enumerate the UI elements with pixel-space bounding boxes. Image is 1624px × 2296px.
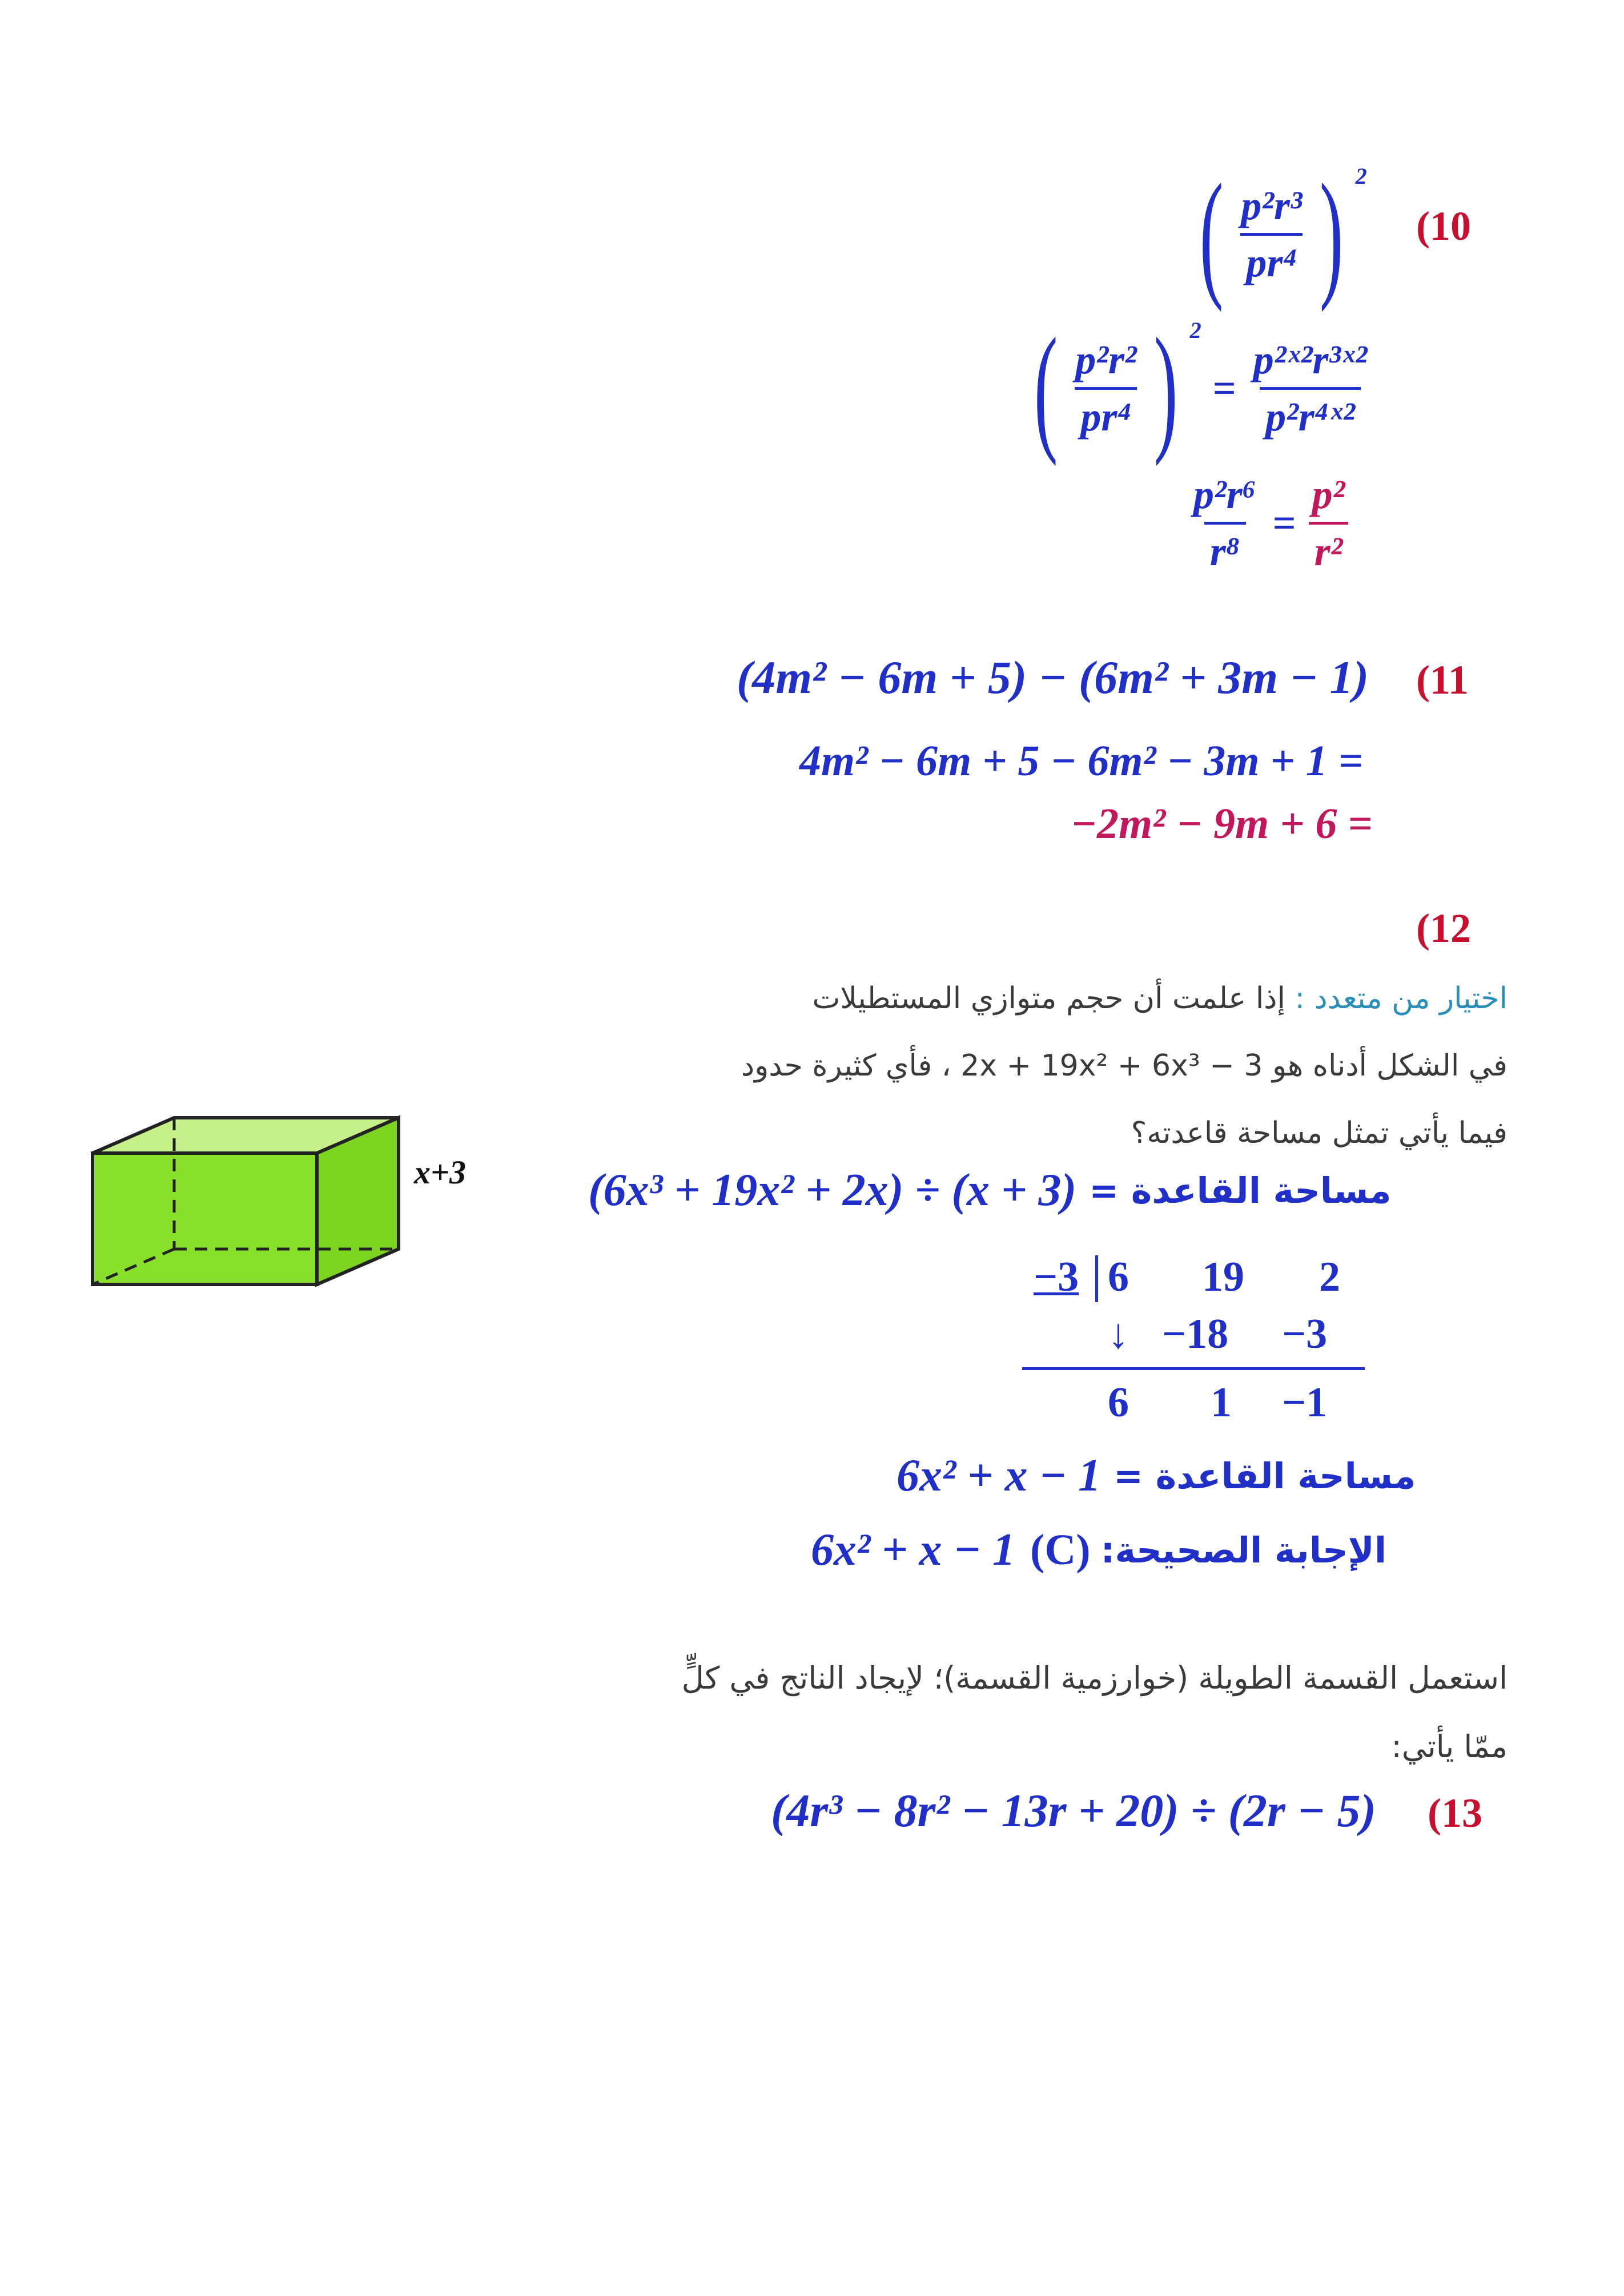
base-area-equation — [588, 1165, 1392, 1217]
synthetic-cell: −1 — [1282, 1379, 1328, 1426]
numerator: p²r² — [1075, 336, 1137, 382]
result-label: مساحة القاعدة = — [1114, 1455, 1416, 1497]
exponent: 2 — [1355, 163, 1367, 189]
equals-sign: = — [1212, 365, 1236, 411]
fraction — [1248, 336, 1373, 441]
synthetic-cell: ↓ — [1108, 1311, 1129, 1358]
close-paren: ) — [1320, 155, 1344, 313]
problem-11-step-1: 4m² − 6m + 5 − 6m² − 3m + 1 = — [799, 737, 1364, 785]
numerator: p²r⁶ — [1193, 472, 1257, 517]
problem-10-step-2 — [1188, 471, 1350, 575]
problem-12-line-3: فيما يأتي تمثل مساحة قاعدته؟ — [1131, 1116, 1508, 1150]
instructions-line-1: استعمل القسمة الطويلة (خوارزمية القسمة)؛ لإيجاد الناتج في كلٍّ — [681, 1660, 1508, 1696]
prism-front-face — [93, 1153, 317, 1284]
denominator: p²r⁴ˣ² — [1260, 387, 1361, 441]
problem-12-line-2: في الشكل أدناه هو 3 − 2x + 19x² + 6x³ ، فأي كثيرة حدود — [741, 1049, 1508, 1083]
problem-11-number: (11 — [1416, 657, 1469, 703]
problem-11-question: (4m² − 6m + 5) − (6m² + 3m − 1) — [737, 651, 1369, 703]
denominator: r² — [1309, 522, 1349, 575]
result-expression: 6x² + x − 1 — [897, 1451, 1102, 1501]
instructions-line-2: ممّا يأتي: — [1391, 1729, 1508, 1765]
close-paren: ) — [1154, 309, 1178, 467]
synthetic-line — [1022, 1367, 1365, 1370]
problem-12-text — [628, 965, 1508, 1167]
answer-expression: 6x² + x − 1 — [811, 1525, 1016, 1575]
synthetic-cell: 2 — [1319, 1254, 1340, 1300]
fraction — [1235, 182, 1308, 287]
correct-answer — [811, 1524, 1386, 1576]
rectangular-prism-figure — [86, 1113, 405, 1290]
base-area-result — [897, 1450, 1416, 1502]
denominator: r⁸ — [1204, 522, 1246, 575]
answer-choice: (C) — [1030, 1526, 1091, 1574]
open-paren: ( — [1034, 309, 1058, 467]
instructions — [605, 1644, 1508, 1781]
problem-13-number: (13 — [1428, 1790, 1482, 1836]
problem-10-question — [1188, 155, 1367, 313]
exponent: 2 — [1189, 317, 1201, 343]
synthetic-cell: 6 — [1108, 1379, 1129, 1426]
synthetic-cell: −18 — [1162, 1311, 1229, 1358]
synthetic-cell: 6 — [1108, 1254, 1129, 1300]
synthetic-cell: −3 — [1282, 1311, 1328, 1358]
problem-12-title: اختيار من متعدد : — [1295, 981, 1508, 1016]
synthetic-cell: 1 — [1211, 1379, 1232, 1426]
open-paren: ( — [1199, 155, 1224, 313]
divisor-bar — [1095, 1255, 1098, 1302]
problem-13-question: (4r³ − 8r² − 13r + 20) ÷ (2r − 5) — [771, 1785, 1376, 1836]
result-fraction — [1307, 471, 1351, 575]
synthetic-cell: 19 — [1202, 1254, 1244, 1300]
denominator: pr⁴ — [1240, 233, 1303, 287]
fraction — [1188, 471, 1263, 575]
problem-12-number: (12 — [1416, 905, 1471, 951]
problem-10-step-1 — [1022, 309, 1373, 467]
numerator: p²r³ — [1241, 182, 1303, 228]
synthetic-division — [1028, 1253, 1382, 1441]
synthetic-divisor: −3 — [1034, 1254, 1079, 1300]
problem-10-number: (10 — [1416, 203, 1471, 249]
fraction — [1070, 336, 1142, 441]
base-area-label: مساحة القاعدة = — [1089, 1170, 1392, 1211]
answer-label: الإجابة الصحيحة: — [1100, 1529, 1387, 1571]
denominator: pr⁴ — [1075, 387, 1137, 441]
numerator: p²ˣ²r³ˣ² — [1253, 336, 1368, 382]
numerator: p² — [1312, 472, 1345, 517]
division-expression: (6x³ + 19x² + 2x) ÷ (x + 3) — [588, 1165, 1077, 1215]
equals-sign: = — [1272, 500, 1296, 546]
problem-11-step-2: −2m² − 9m + 6 = — [1071, 800, 1373, 848]
problem-12-line-1: إذا علمت أن حجم متوازي المستطيلات — [812, 981, 1285, 1016]
box-dimension-label: x+3 — [414, 1154, 467, 1191]
